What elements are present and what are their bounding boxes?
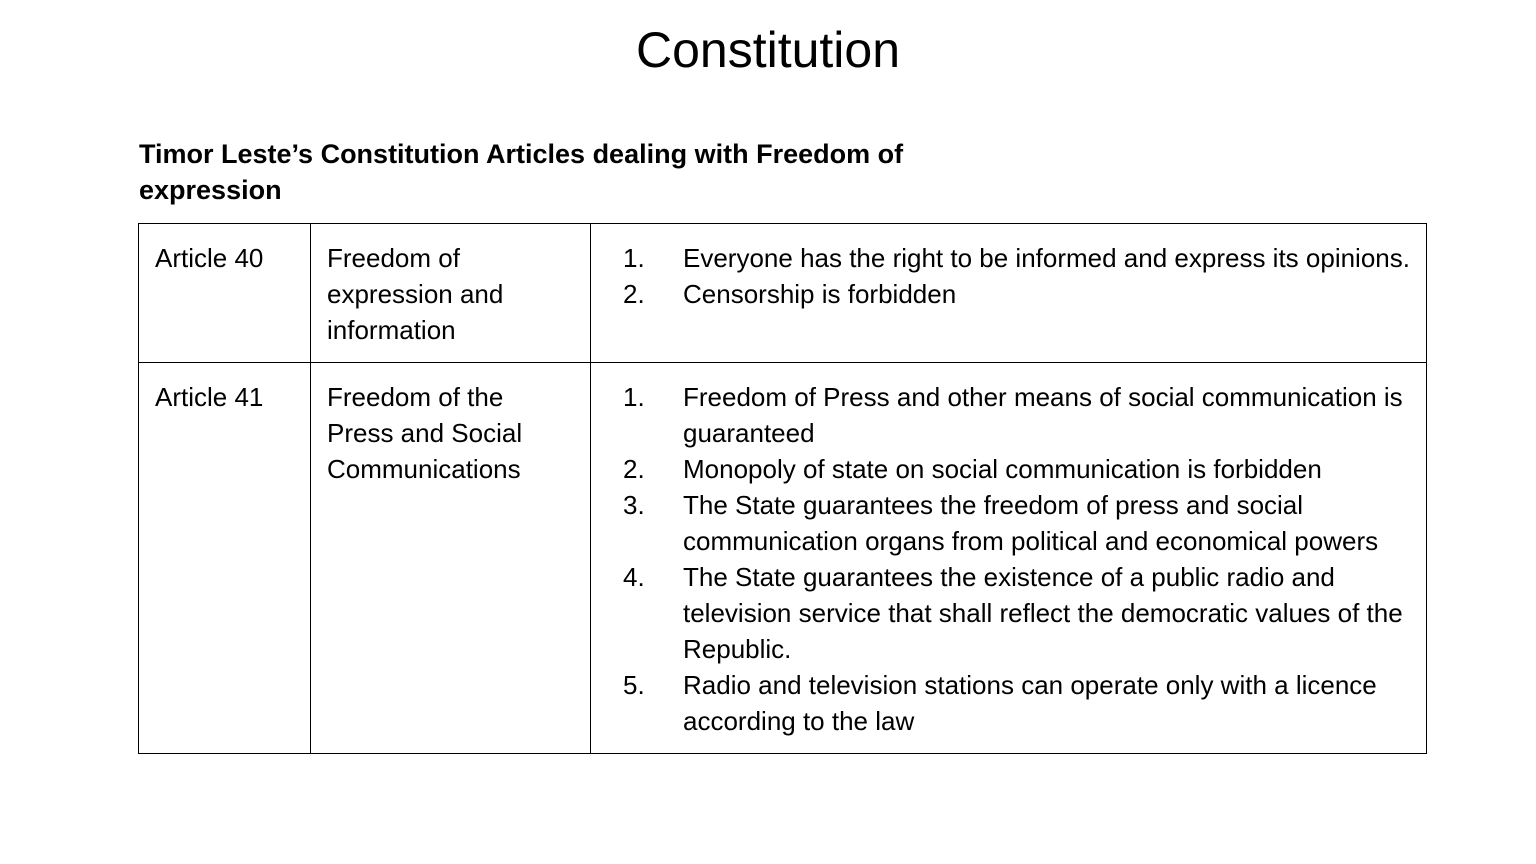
provision-text: The State guarantees the existence of a public radio and television service that shall reflect the democratic values of the Republic. bbox=[683, 562, 1403, 664]
table-row-article-41 bbox=[139, 363, 1427, 754]
list-item bbox=[607, 240, 1412, 276]
article-name-cell: Freedom of the Press and Social Communications bbox=[311, 363, 591, 754]
article-number-cell: Article 40 bbox=[139, 224, 311, 363]
list-number: 2. bbox=[623, 279, 645, 309]
list-number: 1. bbox=[623, 243, 645, 273]
provision-text: Freedom of Press and other means of social communication is guaranteed bbox=[683, 382, 1403, 448]
list-item bbox=[607, 451, 1412, 487]
article-number-cell: Article 41 bbox=[139, 363, 311, 754]
list-item bbox=[607, 559, 1412, 667]
provision-text: Monopoly of state on social communication is forbidden bbox=[683, 454, 1322, 484]
provision-text: The State guarantees the freedom of press and social communication organs from political and economical powers bbox=[683, 490, 1379, 556]
provision-text: Everyone has the right to be informed and express its opinions. bbox=[683, 243, 1410, 273]
list-number: 5. bbox=[623, 670, 645, 700]
article-name-cell: Freedom of expression and information bbox=[311, 224, 591, 363]
provisions-cell bbox=[591, 363, 1427, 754]
list-item bbox=[607, 276, 1412, 312]
list-number: 3. bbox=[623, 490, 645, 520]
list-number: 1. bbox=[623, 382, 645, 412]
provision-text: Censorship is forbidden bbox=[683, 279, 957, 309]
list-item bbox=[607, 667, 1412, 739]
list-item bbox=[607, 379, 1412, 451]
list-number: 2. bbox=[623, 454, 645, 484]
list-number: 4. bbox=[623, 562, 645, 592]
provision-text: Radio and television stations can operate only with a licence according to the law bbox=[683, 670, 1377, 736]
provisions-cell bbox=[591, 224, 1427, 363]
provisions-list bbox=[607, 240, 1412, 312]
articles-table bbox=[138, 223, 1427, 754]
table-caption: Timor Leste’s Constitution Articles dealing with Freedom of expression bbox=[139, 139, 904, 205]
provisions-list bbox=[607, 379, 1412, 739]
table-row-article-40 bbox=[139, 224, 1427, 363]
slide-title: Constitution bbox=[635, 22, 901, 78]
list-item bbox=[607, 487, 1412, 559]
